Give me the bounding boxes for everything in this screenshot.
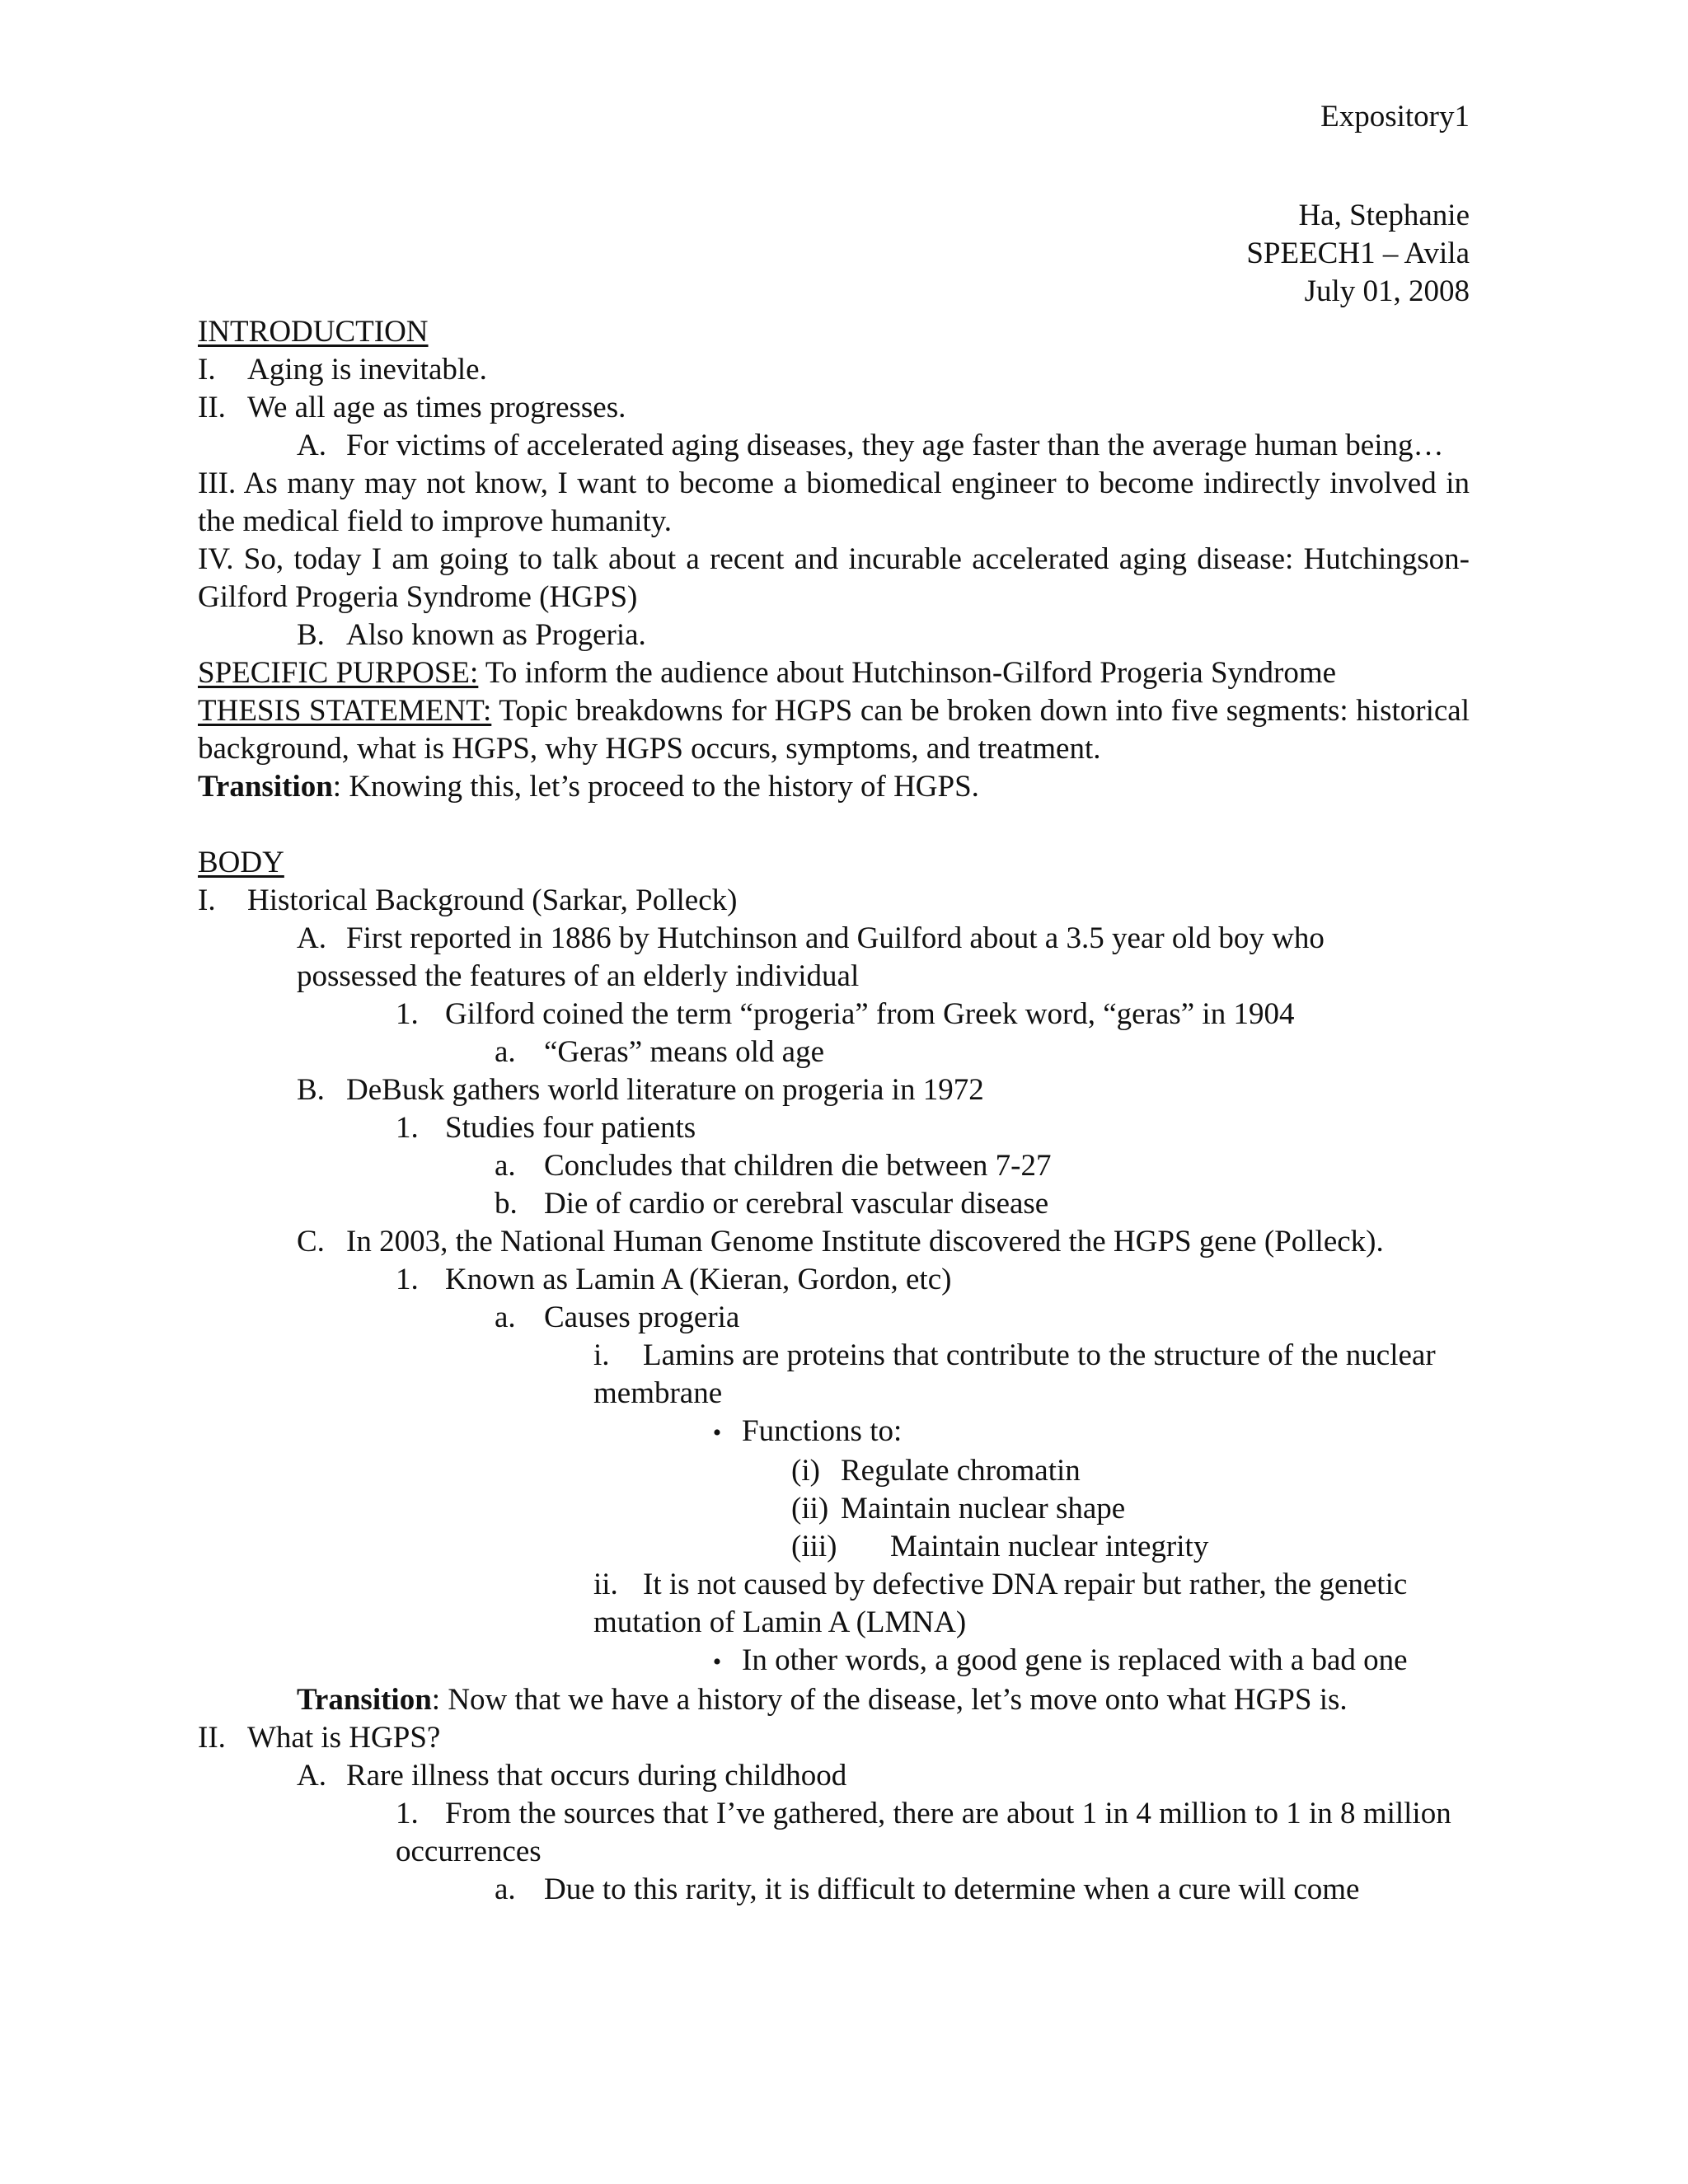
outline-text: We all age as times progresses.	[247, 391, 626, 424]
outline-marker: i.	[593, 1338, 610, 1372]
page-label: Expository1	[1320, 100, 1470, 134]
body-item-i-b-1-a	[495, 1147, 1470, 1185]
body-item-ii	[198, 1719, 1470, 1757]
body-item-i-c-1-a-ii	[593, 1566, 1470, 1642]
outline-marker: III.	[198, 466, 237, 500]
intro-item-iv-b	[297, 616, 1470, 654]
function-item-3	[791, 1528, 1470, 1566]
outline-text: Due to this rarity, it is difficult to determine when a cure will come	[544, 1872, 1360, 1906]
outline-text: DeBusk gathers world literature on progeria in 1972	[346, 1073, 984, 1107]
outline-marker: 1.	[396, 1263, 419, 1296]
outline-marker: a.	[495, 1872, 516, 1906]
intro-item-iv	[198, 541, 1470, 616]
outline-text: Aging is inevitable.	[247, 353, 487, 387]
outline-marker: A.	[297, 921, 326, 955]
outline-marker: I.	[198, 353, 216, 387]
body-item-i	[198, 882, 1470, 920]
outline-text: First reported in 1886 by Hutchinson and Guilford about a 3.5 year old boy who possessed the features of an elderly individual	[297, 921, 1325, 993]
intro-item-ii-a	[297, 427, 1451, 465]
outline-marker: B.	[297, 618, 325, 652]
body-item-i-a-1-a	[495, 1033, 1470, 1071]
section-spacer	[198, 806, 1470, 844]
outline-text: Known as Lamin A (Kieran, Gordon, etc)	[445, 1263, 952, 1296]
transition-text: : Knowing this, let’s proceed to the history of HGPS.	[332, 770, 979, 804]
body-item-i-b	[297, 1071, 1470, 1109]
outline-text: “Geras” means old age	[544, 1035, 825, 1069]
intro-item-i	[198, 351, 1470, 389]
outline-marker: I.	[198, 883, 216, 917]
outline-text: Rare illness that occurs during childhood	[346, 1759, 847, 1793]
outline-text: What is HGPS?	[247, 1721, 441, 1755]
body-transition	[297, 1681, 1470, 1719]
functions-bullet-item	[692, 1413, 1470, 1452]
outline-marker: (iii)	[791, 1530, 837, 1563]
outline-marker: (i)	[791, 1454, 820, 1488]
other-words-bullet-item	[692, 1642, 1470, 1681]
outline-marker: a.	[495, 1035, 516, 1069]
body-item-ii-a	[297, 1757, 1470, 1795]
outline-marker: a.	[495, 1301, 516, 1334]
author-name: Ha, Stephanie	[1298, 199, 1470, 232]
outline-text: From the sources that I’ve gathered, there are about 1 in 4 million to 1 in 8 million occurrences	[396, 1797, 1451, 1868]
outline-text: So, today I am going to talk about a recent and incurable accelerated aging disease: Hutchingson-Gilford Progeria Syndrome (HGPS)	[198, 542, 1470, 614]
intro-item-iii	[198, 465, 1470, 541]
outline-text: Also known as Progeria.	[346, 618, 646, 652]
outline-text: Maintain nuclear shape	[841, 1492, 1126, 1526]
body-item-ii-a-1-a	[495, 1871, 1470, 1909]
transition-text: : Now that we have a history of the disease, let’s move onto what HGPS is.	[431, 1683, 1348, 1717]
outline-text: In 2003, the National Human Genome Institute discovered the HGPS gene (Polleck).	[346, 1225, 1384, 1258]
outline-text: In other words, a good gene is replaced with a bad one	[742, 1643, 1408, 1677]
specific-purpose-label: SPECIFIC PURPOSE:	[198, 656, 479, 690]
outline-text: Die of cardio or cerebral vascular disease	[544, 1187, 1049, 1221]
thesis-statement-text: Topic breakdowns for HGPS can be broken down into five segments: historical background, what is HGPS, why HGPS occurs, symptoms, and treatment.	[198, 694, 1470, 766]
body-item-i-c-1	[396, 1261, 1470, 1299]
outline-text: Causes progeria	[544, 1301, 740, 1334]
body-item-i-c	[297, 1223, 1470, 1261]
outline-marker: ii.	[593, 1568, 618, 1601]
outline-text: As many may not know, I want to become a biomedical engineer to become indirectly involved in the medical field to improve humanity.	[198, 466, 1470, 538]
outline	[198, 313, 1470, 1909]
introduction-heading: INTRODUCTION	[198, 315, 429, 349]
thesis-statement	[198, 692, 1470, 768]
specific-purpose	[198, 654, 1470, 692]
intro-item-ii	[198, 389, 1470, 427]
outline-marker: a.	[495, 1149, 516, 1183]
outline-marker: (ii)	[791, 1492, 829, 1526]
transition-label: Transition	[297, 1683, 432, 1717]
bullet-icon: •	[712, 1648, 722, 1675]
outline-text: It is not caused by defective DNA repair but rather, the genetic mutation of Lamin A (LMNA)	[593, 1568, 1408, 1639]
outline-marker: 1.	[396, 997, 419, 1031]
body-item-i-c-1-a-i	[593, 1337, 1467, 1413]
function-item-1	[791, 1452, 1470, 1490]
outline-marker: C.	[297, 1225, 325, 1258]
course-name: SPEECH1 – Avila	[1246, 237, 1470, 270]
outline-marker: 1.	[396, 1797, 419, 1830]
outline-text: Concludes that children die between 7-27	[544, 1149, 1052, 1183]
outline-text: Functions to:	[742, 1414, 903, 1448]
body-item-i-a-1	[396, 996, 1470, 1033]
specific-purpose-text: To inform the audience about Hutchinson-Gilford Progeria Syndrome	[478, 656, 1337, 690]
body-item-i-c-1-a	[495, 1299, 1470, 1337]
body-heading: BODY	[198, 846, 284, 879]
body-item-i-b-1-b	[495, 1185, 1470, 1223]
document-date: July 01, 2008	[1304, 274, 1470, 308]
outline-text: Maintain nuclear integrity	[890, 1530, 1209, 1563]
bullet-icon: •	[712, 1419, 722, 1446]
intro-transition	[198, 768, 1470, 806]
outline-text: For victims of accelerated aging diseases, they age faster than the average human being…	[346, 429, 1444, 462]
function-item-2	[791, 1490, 1470, 1528]
outline-text: Studies four patients	[445, 1111, 696, 1145]
body-item-ii-a-1	[396, 1795, 1467, 1871]
outline-text: Gilford coined the term “progeria” from Greek word, “geras” in 1904	[445, 997, 1295, 1031]
outline-marker: A.	[297, 429, 326, 462]
body-item-i-a	[297, 920, 1451, 996]
outline-text: Lamins are proteins that contribute to the structure of the nuclear membrane	[593, 1338, 1436, 1410]
transition-label: Transition	[198, 770, 333, 804]
outline-marker: b.	[495, 1187, 518, 1221]
thesis-statement-label: THESIS STATEMENT:	[198, 694, 492, 728]
outline-marker: 1.	[396, 1111, 419, 1145]
outline-marker: IV.	[198, 542, 234, 576]
outline-text: Historical Background (Sarkar, Polleck)	[247, 883, 738, 917]
outline-marker: A.	[297, 1759, 326, 1793]
outline-marker: II.	[198, 1721, 226, 1755]
outline-text: Regulate chromatin	[841, 1454, 1081, 1488]
outline-marker: B.	[297, 1073, 325, 1107]
outline-marker: II.	[198, 391, 226, 424]
body-item-i-b-1	[396, 1109, 1470, 1147]
